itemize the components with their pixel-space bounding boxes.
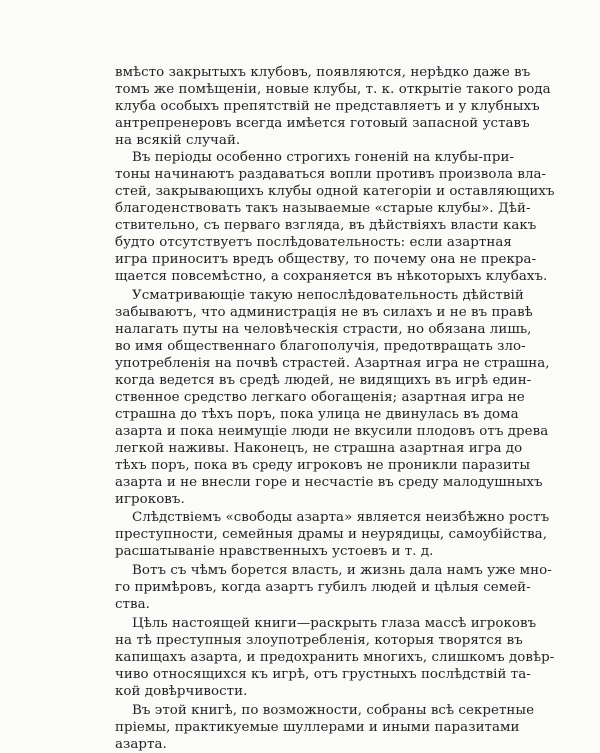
text-line: игра приноситъ вредъ обществу, то почему она не прекра- bbox=[115, 252, 537, 267]
text-line: ствительно, съ перваго взгляда, въ дѣйствіяхъ власти какъ bbox=[115, 218, 537, 233]
text-line: забываютъ, что администрація не въ силахъ и не въ правѣ bbox=[115, 305, 533, 320]
text-line: щается повсемѣстно, а сохраняется въ нѣкоторыхъ клубахъ. bbox=[115, 269, 548, 284]
text-line: чиво относящихся къ игрѣ, отъ грустныхъ послѣдствій та- bbox=[115, 667, 531, 682]
text-line: на всякій случай. bbox=[115, 133, 241, 148]
text-line: ства. bbox=[115, 597, 150, 612]
text-line: расшатываніе нравственныхъ устоевъ и т. д. bbox=[115, 544, 434, 559]
text-line: азарта и пока неимущіе люди не вкусили плодовъ отъ древа bbox=[115, 424, 549, 439]
text-line: налагать путы на человѣческія страсти, но обязана лишь, bbox=[115, 322, 532, 337]
text-line: страшна до тѣхъ поръ, пока улица не двинулась въ дома bbox=[115, 407, 519, 422]
text-line: тоны начинаютъ раздаваться вопли противъ произвола вла- bbox=[115, 167, 547, 182]
text-line: употребленія на почвѣ страстей. Азартная игра не страшна, bbox=[115, 356, 550, 371]
text-line: когда ведется въ средѣ людей, не видящихъ въ игрѣ един- bbox=[115, 373, 532, 388]
paragraph-first-line: Цѣль настоящей книги—раскрыть глаза массѣ игроковъ bbox=[132, 616, 537, 631]
text-line: ственное средство легкаго обогащенія; азартная игра не bbox=[115, 390, 525, 405]
text-line: стей, закрывающихъ клубы одной категоріи и оставляющихъ bbox=[115, 184, 555, 199]
text-line: благоденствовать такъ называемые «старые клубы». Дѣй- bbox=[115, 201, 531, 216]
text-line: го примѣровъ, когда азартъ губилъ людей и цѣлыя семей- bbox=[115, 580, 531, 595]
text-line: вмѣсто закрытыхъ клубовъ, появляются, нерѣдко даже въ bbox=[115, 65, 531, 80]
text-line: пріемы, практикуемые шуллерами и иными паразитами bbox=[115, 720, 520, 735]
paragraph-first-line: Усматривающіе такую непослѣдовательность дѣйствій bbox=[132, 288, 524, 303]
text-line: клуба особыхъ препятствій не представляетъ и у клубныхъ bbox=[115, 99, 540, 114]
paragraph-first-line: Слѣдствіемъ «свободы азарта» является неизбѣжно ростъ bbox=[132, 510, 550, 525]
text-line: кой довѣрчивости. bbox=[115, 684, 248, 699]
paragraph-first-line: Вотъ съ чѣмъ борется власть, и жизнь дала намъ уже мно- bbox=[132, 563, 552, 578]
paragraph-first-line: Въ этой книгѣ, по возможности, собраны всѣ секретные bbox=[132, 703, 535, 718]
text-line: капищахъ азарта, и предохранить многихъ, слишкомъ довѣр- bbox=[115, 650, 555, 665]
text-line: на тѣ преступныя злоупотребленія, которыя творятся въ bbox=[115, 633, 523, 648]
text-line: будто отсутствуетъ послѣдовательность: если азартная bbox=[115, 235, 512, 250]
text-line: легкой наживы. Наконецъ, не страшна азартная игра до bbox=[115, 441, 523, 456]
text-line: томъ же помѣщеніи, новые клубы, т. к. открытіе такого рода bbox=[115, 82, 551, 97]
text-line: преступности, семейныя драмы и неурядицы, самоубійства, bbox=[115, 527, 547, 542]
text-line: игроковъ. bbox=[115, 492, 185, 507]
text-line: во имя общественнаго благополучія, предотвращать зло- bbox=[115, 339, 526, 354]
text-line: тѣхъ поръ, пока въ среду игроковъ не проникли паразиты bbox=[115, 458, 531, 473]
text-line: антрепренеровъ всегда имѣется готовый запасной уставъ bbox=[115, 116, 530, 131]
text-line: азарта. bbox=[115, 737, 167, 752]
text-line: азарта и не внесли горе и несчастіе въ среду малодушныхъ bbox=[115, 475, 543, 490]
paragraph-first-line: Въ періоды особенно строгихъ гоненій на клубы-при- bbox=[132, 150, 515, 165]
